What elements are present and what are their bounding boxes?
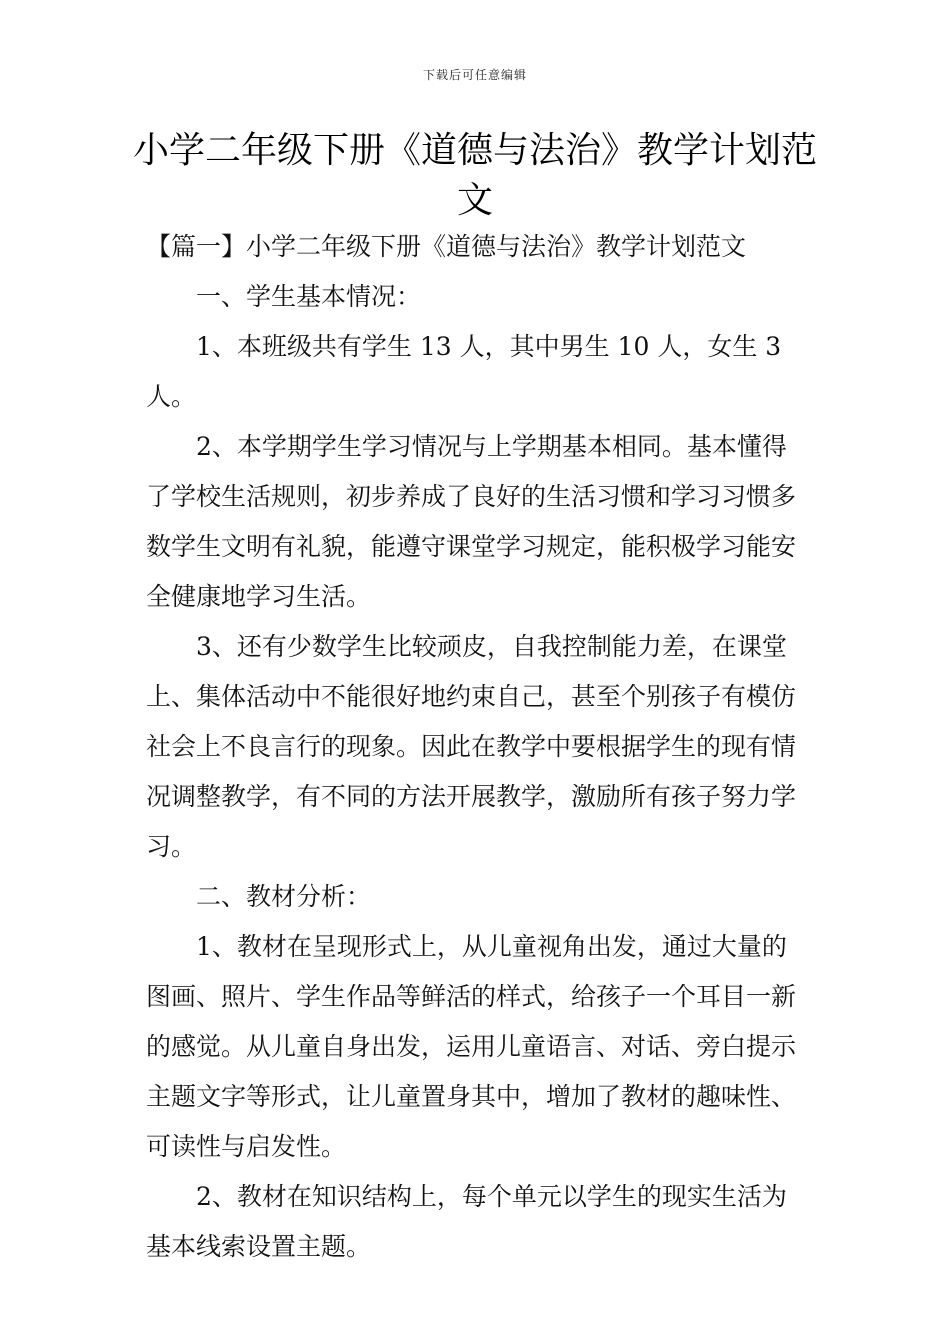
page-header-note: 下载后可任意编辑	[422, 68, 527, 82]
part2-heading: 二、教材分析：	[196, 882, 372, 911]
part1-paragraph-3: 3、还有少数学生比较顽皮，自我控制能力差，在课堂上、集体活动中不能很好地约束自己，甚至个别孩子有模仿社会上不良言行的现象。因此在教学中要根据学生的现有情况调整教学，有不同的方法开展教学，激励所有孩子努力学习。	[146, 632, 797, 861]
document-title: 小学二年级下册《道德与法治》教学计划范文	[132, 130, 817, 221]
part2-paragraph-2: 2、教材在知识结构上，每个单元以学生的现实生活为基本线索设置主题。	[146, 1182, 787, 1261]
part2-paragraph-1: 1、教材在呈现形式上，从儿童视角出发，通过大量的图画、照片、学生作品等鲜活的样式，给孩子一个耳目一新的感觉。从儿童自身出发，运用儿童语言、对话、旁白提示主题文字等形式，让儿童置身其中，增加了教材的趣味性、可读性与启发性。	[146, 932, 797, 1161]
document-body	[146, 222, 810, 1272]
part1-heading: 一、学生基本情况：	[196, 282, 422, 311]
part1-paragraph-2: 2、本学期学生学习情况与上学期基本相同。基本懂得了学校生活规则，初步养成了良好的生活习惯和学习习惯多数学生文明有礼貌，能遵守课堂学习规定，能积极学习能安全健康地学习生活。	[146, 432, 797, 611]
section-heading: 【篇一】小学二年级下册《道德与法治》教学计划范文	[146, 232, 747, 261]
part1-paragraph-1: 1、本班级共有学生 13 人，其中男生 10 人，女生 3 人。	[146, 332, 790, 411]
